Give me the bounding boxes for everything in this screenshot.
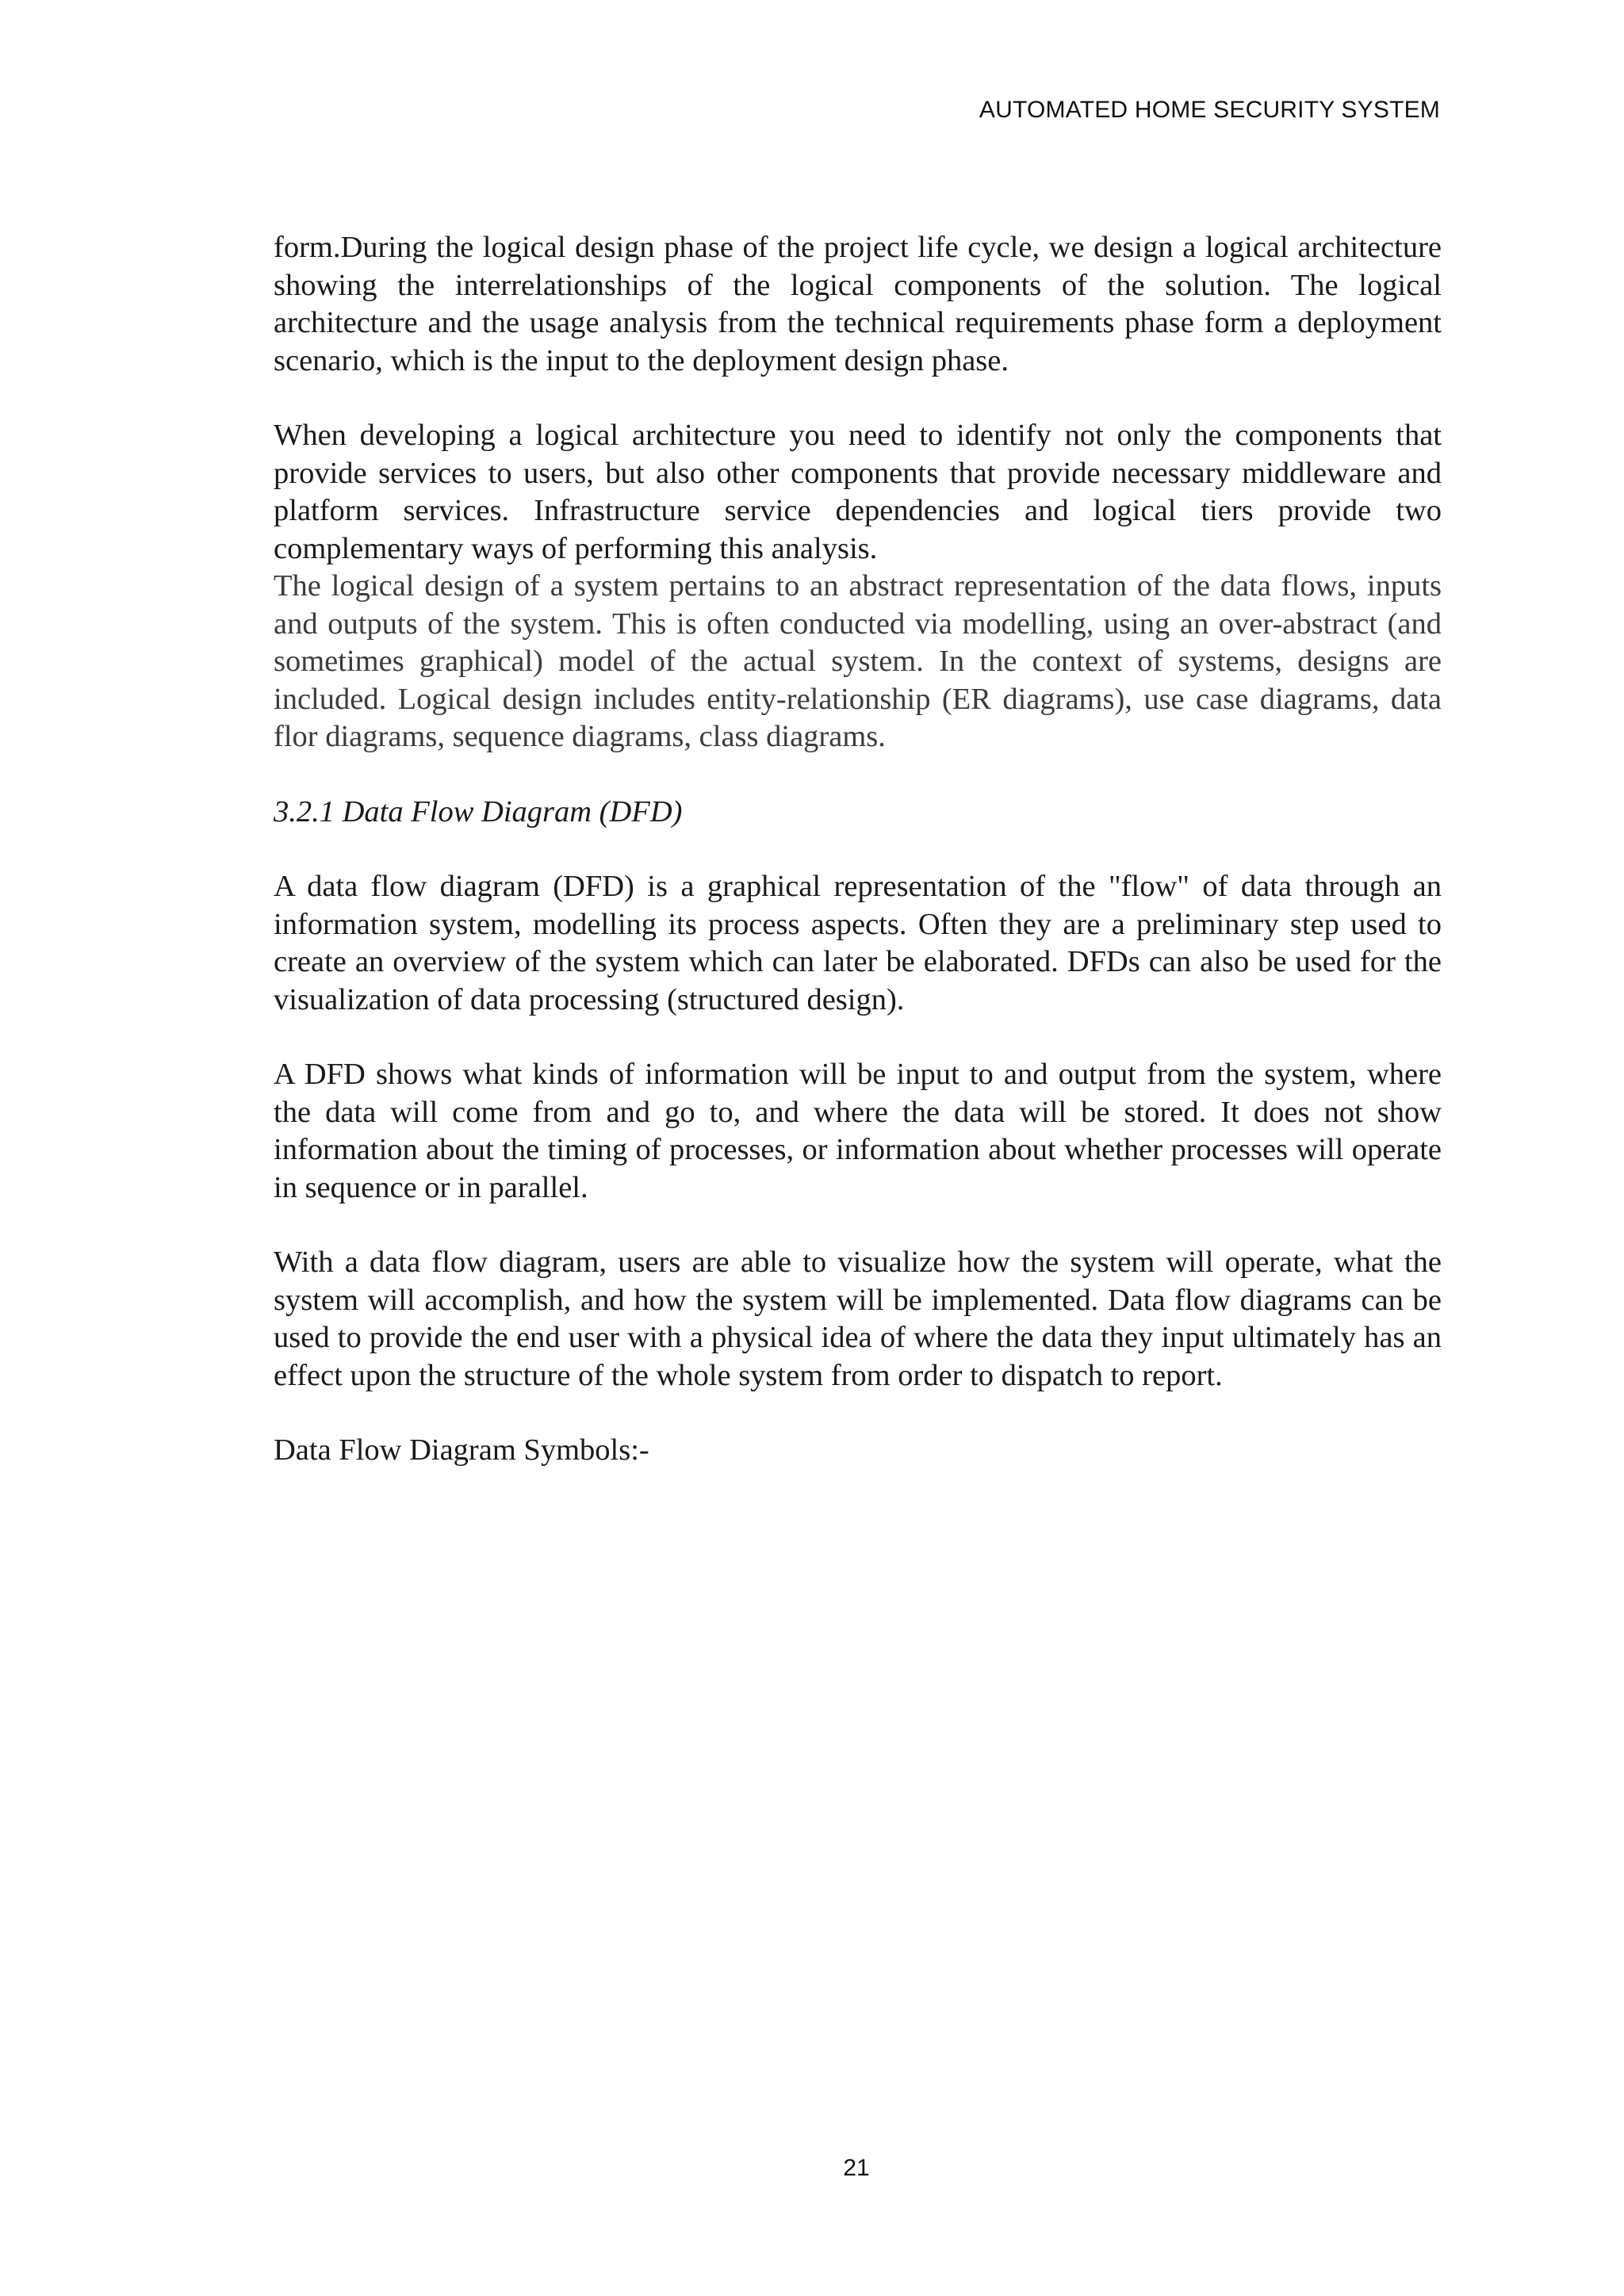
paragraph-dfd-definition: A data flow diagram (DFD) is a graphical representation of the "flow" of data through an information system, modelling its process aspects. Often they are a preliminary step used to create an overview of the system which can later be elaborated. DFDs can also be used for the visualization of data processing (structured design). — [274, 870, 1442, 1016]
page-body — [274, 229, 1442, 1470]
paragraph-dfd-shows: A DFD shows what kinds of information will be input to and output from the system, where the data will come from and go to, and where the data will be stored. It does not show information about the timing of processes, or information about whether processes will operate in sequence or in parallel. — [274, 1058, 1442, 1204]
paragraph-logical-design-definition: The logical design of a system pertains to an abstract representation of the data flows, inputs and outputs of the system. This is often conducted via modelling, using an over-abstract (and sometimes graphical) model of the actual system. In the context of systems, designs are included. Logical design includes entity-relationship (ER diagrams), use case diagrams, data flor diagrams, sequence diagrams, class diagrams. — [274, 569, 1442, 753]
running-header: AUTOMATED HOME SECURITY SYSTEM — [979, 97, 1440, 123]
paragraph-dfd-visualize: With a data flow diagram, users are able to visualize how the system will operate, what the system will accomplish, and how the system will be implemented. Data flow diagrams can be used to provide the end user with a physical idea of where the data they input ultimately has an effect upon the structure of the whole system from order to dispatch to report. — [274, 1246, 1442, 1392]
paragraph-dfd-symbols: Data Flow Diagram Symbols:- — [274, 1433, 649, 1467]
paragraph-logical-design-phase: form.During the logical design phase of the project life cycle, we design a logical architecture showing the interrelationships of the logical components of the solution. The logical architecture and the usage analysis from the technical requirements phase form a deployment scenario, which is the input to the deployment design phase. — [274, 231, 1442, 377]
section-heading-dfd: 3.2.1 Data Flow Diagram (DFD) — [274, 794, 683, 828]
paragraph-logical-architecture: When developing a logical architecture you need to identify not only the components that provide services to users, but also other components that provide necessary middleware and platform services. Infrastructure service dependencies and logical tiers provide two complementary ways of performing this analysis. — [274, 419, 1442, 565]
page-number: 21 — [843, 2155, 870, 2181]
